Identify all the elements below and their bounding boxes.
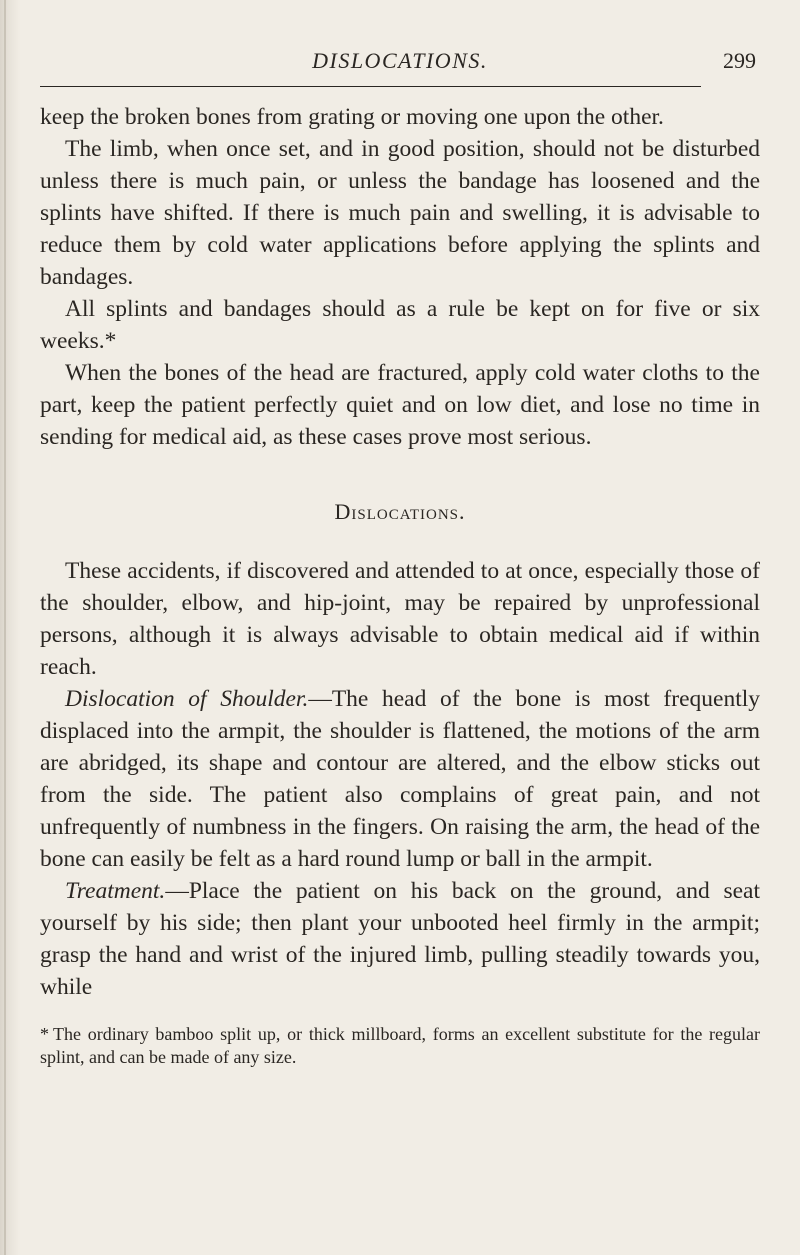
body-text xyxy=(40,101,760,1003)
binding-edge xyxy=(4,0,6,1255)
paragraph-treatment xyxy=(40,875,760,1003)
header-rule xyxy=(40,86,701,87)
page-gutter-shadow xyxy=(0,0,20,1255)
paragraph-limb-set: The limb, when once set, and in good position, should not be disturbed unless there is much pain, or unless the bandage has loosened and the splints have shifted. If there is much pain and swelling, it is advisable to reduce them by cold water applications before applying the splints and bandages. xyxy=(40,136,760,290)
shoulder-text: —The head of the bone is most frequently displaced into the armpit, the shoulder is flattened, the motions of the arm are abridged, its shape and contour are altered, and the elbow sticks out from the side. The patient also complains of great pain, and not unfrequently of numbness in the fingers. On raising the arm, the head of the bone can easily be felt as a hard round lump or ball in the armpit. xyxy=(40,686,761,872)
book-page xyxy=(40,38,760,1069)
paragraph-dislocations-intro: These accidents, if discovered and attended to at once, especially those of the shoulder, elbow, and hip-joint, may be repaired by unprofessional persons, although it is always advisable to obtain medical aid if within reach. xyxy=(40,558,760,680)
running-head: DISLOCATIONS. xyxy=(312,48,488,73)
paragraph-splints-duration: All splints and bandages should as a rule be kept on for five or six weeks.* xyxy=(40,296,760,354)
footnote-mark: * xyxy=(40,1024,49,1044)
footnote xyxy=(40,1023,760,1069)
subheading-treatment: Treatment. xyxy=(65,878,166,904)
page-header xyxy=(40,38,760,78)
subheading-shoulder: Dislocation of Shoulder. xyxy=(65,686,309,712)
footnote-text: The ordinary bamboo split up, or thick millboard, forms an excellent substitute for the regular splint, and can be made of any size. xyxy=(40,1024,760,1067)
paragraph-shoulder-dislocation xyxy=(40,683,760,875)
paragraph-head-fracture: When the bones of the head are fractured, apply cold water cloths to the part, keep the patient perfectly quiet and on low diet, and lose no time in sending for medical aid, as these cases prove most serious. xyxy=(40,360,760,450)
section-heading: Dislocations. xyxy=(334,499,466,524)
paragraph-continuation: keep the broken bones from grating or moving one upon the other. xyxy=(40,104,664,130)
treatment-text: —Place the patient on his back on the ground, and seat yourself by his side; then plant your unbooted heel firmly in the armpit; grasp the hand and wrist of the injured limb, pulling steadily towards you, while xyxy=(40,878,760,1000)
page-number: 299 xyxy=(723,48,756,73)
